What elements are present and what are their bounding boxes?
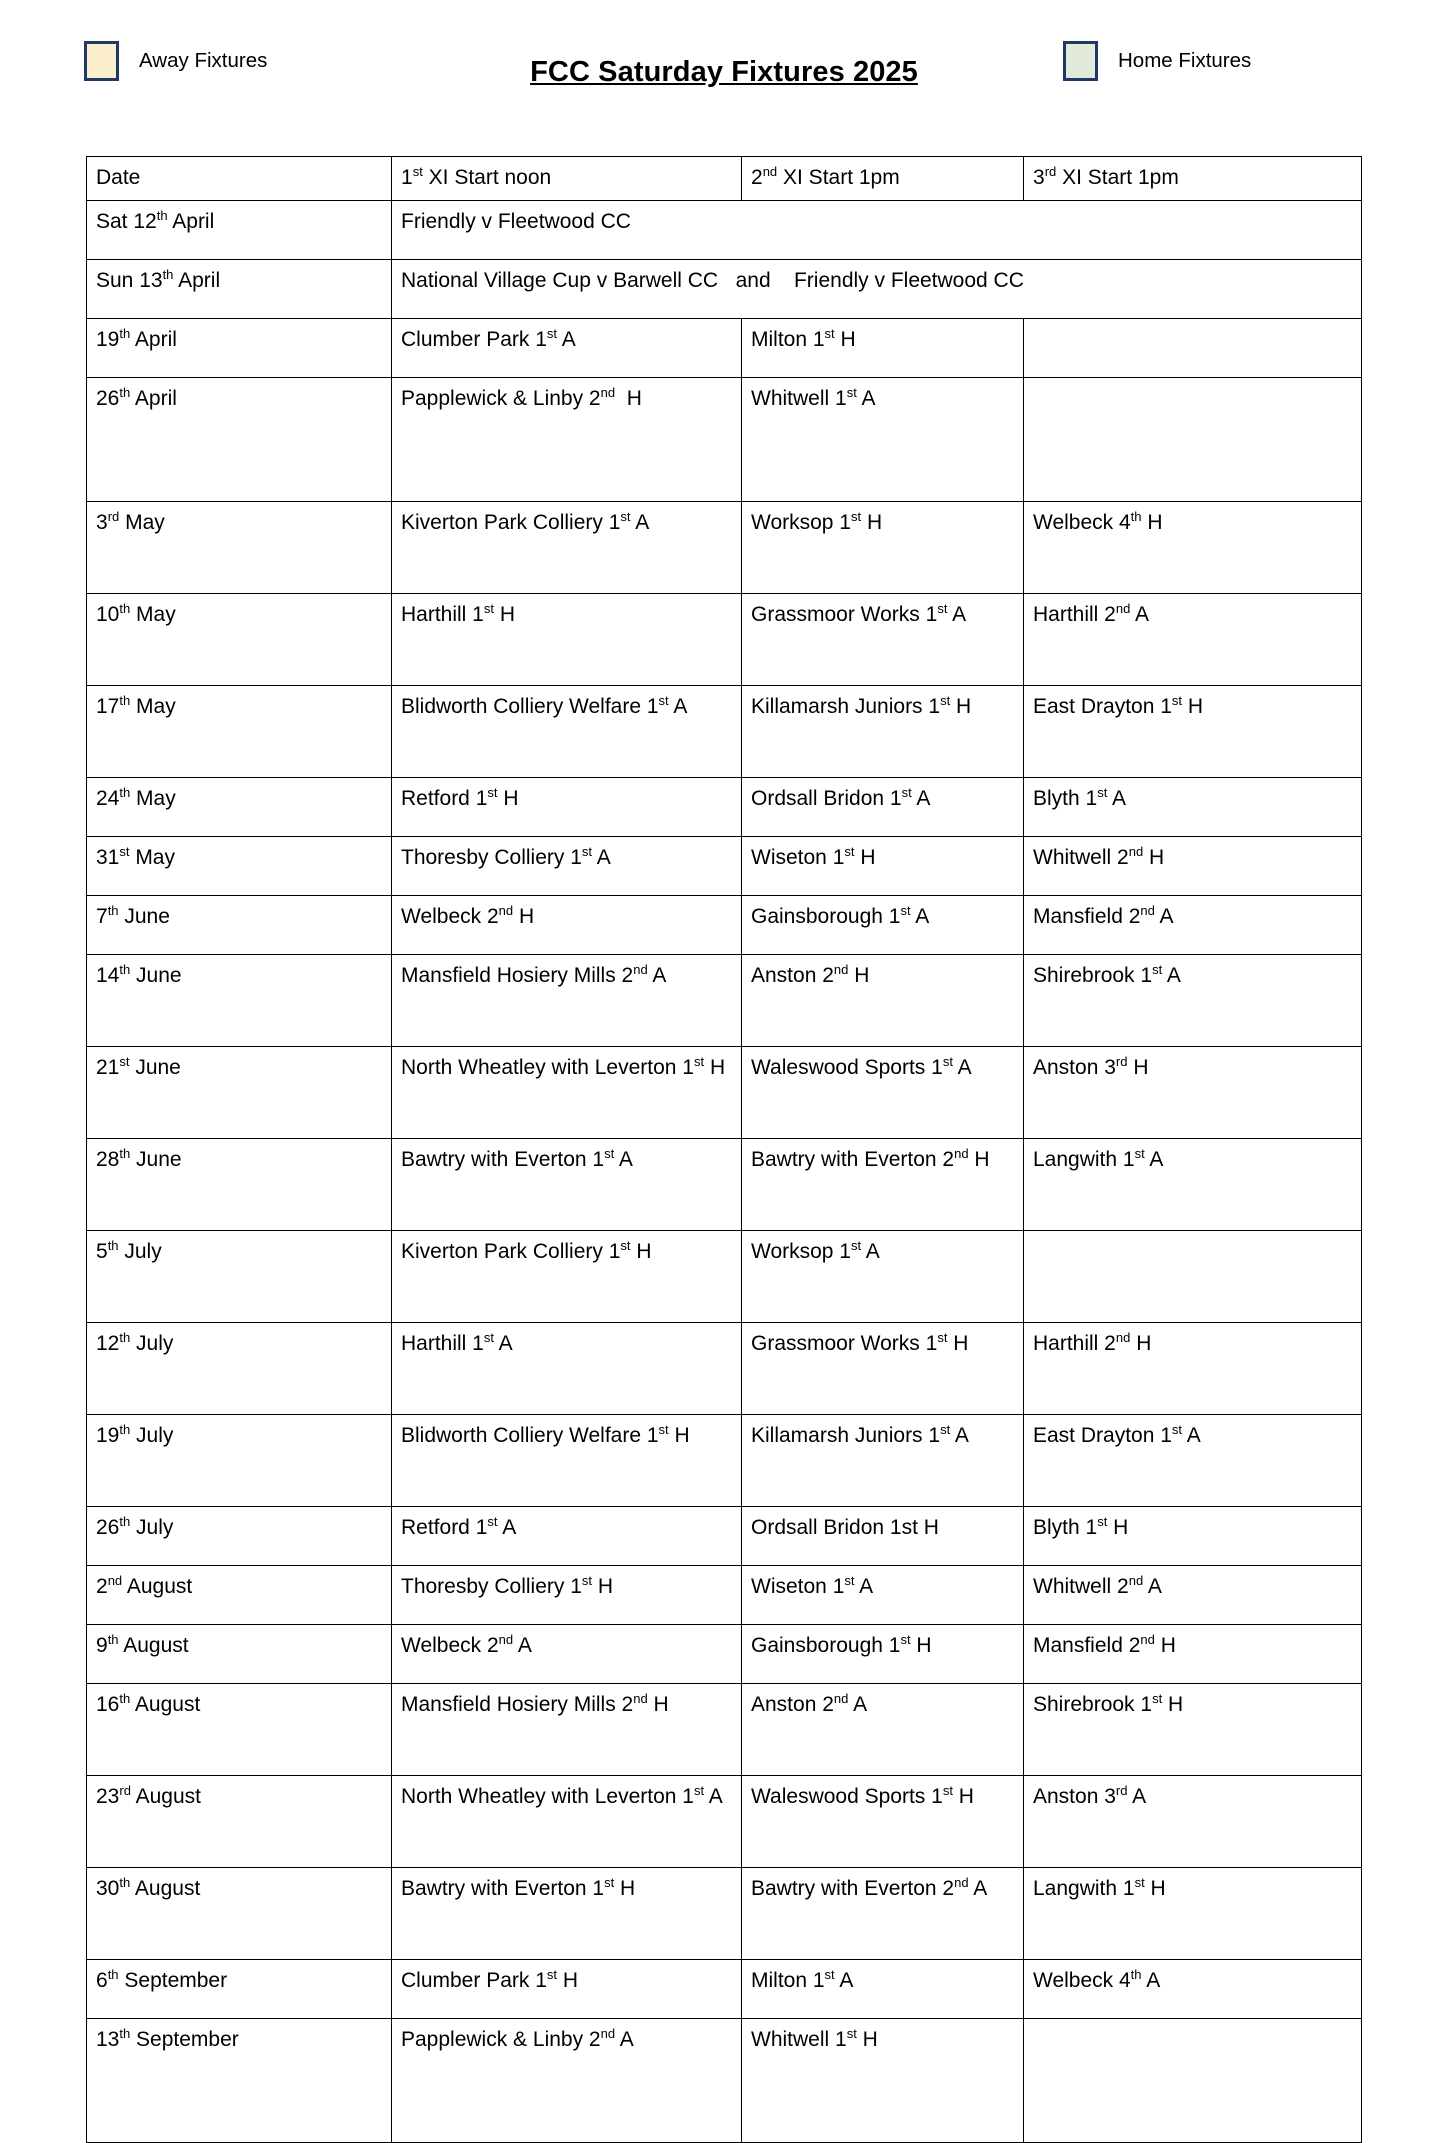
table-row [87,1959,1362,2018]
fixture-date: 28th June [87,1138,392,1230]
fixture-cell-first-xi: Blidworth Colliery Welfare 1st A [392,685,742,777]
home-fixtures-label: Home Fixtures [1118,48,1252,72]
fixture-date: 12th July [87,1322,392,1414]
fixture-cell-third-xi: Anston 3rd H [1024,1046,1362,1138]
fixture-cell-second-xi: Gainsborough 1st A [742,895,1024,954]
fixture-cell-first-xi: Harthill 1st H [392,593,742,685]
fixture-cell-first-xi: Mansfield Hosiery Mills 2nd A [392,954,742,1046]
fixture-cell-first-xi: Thoresby Colliery 1st A [392,836,742,895]
fixture-date: Sat 12th April [87,200,392,259]
fixture-cell-second-xi: Bawtry with Everton 2nd A [742,1867,1024,1959]
fixture-date: 26th July [87,1506,392,1565]
fixture-cell-third-xi: Harthill 2nd A [1024,593,1362,685]
fixture-cell-second-xi: Worksop 1st A [742,1230,1024,1322]
fixture-date: 19th April [87,318,392,377]
fixture-cell-second-xi: Grassmoor Works 1st A [742,593,1024,685]
table-row [87,259,1362,318]
fixture-cell-third-xi: East Drayton 1st A [1024,1414,1362,1506]
table-row [87,2018,1362,2142]
fixture-date: 14th June [87,954,392,1046]
legend-home [1063,41,1251,81]
fixture-cell-first-xi: Kiverton Park Colliery 1st A [392,501,742,593]
fixture-cell-second-xi: Ordsall Bridon 1st H [742,1506,1024,1565]
fixture-cell-first-xi: Kiverton Park Colliery 1st H [392,1230,742,1322]
fixture-cell-third-xi: Whitwell 2nd H [1024,836,1362,895]
fixture-date: 10th May [87,593,392,685]
table-row [87,377,1362,501]
fixture-cell-third-xi: Blyth 1st A [1024,777,1362,836]
fixture-cell-first-xi: Retford 1st A [392,1506,742,1565]
fixture-cell-third-xi: Whitwell 2nd A [1024,1565,1362,1624]
fixture-cell-first-xi: North Wheatley with Leverton 1st A [392,1775,742,1867]
fixture-date: 23rd August [87,1775,392,1867]
fixture-cell-second-xi: Killamarsh Juniors 1st H [742,685,1024,777]
page-title: FCC Saturday Fixtures 2025 [530,56,918,88]
fixture-cell-first-xi: Welbeck 2nd H [392,895,742,954]
table-row [87,1683,1362,1775]
table-row [87,895,1362,954]
table-row [87,1046,1362,1138]
fixture-cell-second-xi: Anston 2nd H [742,954,1024,1046]
fixture-date: 30th August [87,1867,392,1959]
fixture-date: 19th July [87,1414,392,1506]
fixture-cell-first-xi: Welbeck 2nd A [392,1624,742,1683]
fixture-cell-second-xi: Ordsall Bridon 1st A [742,777,1024,836]
away-fixtures-label: Away Fixtures [139,48,268,72]
fixture-date: 24th May [87,777,392,836]
fixture-cell-third-xi: Harthill 2nd H [1024,1322,1362,1414]
fixture-date: 16th August [87,1683,392,1775]
fixture-cell-first-xi: Papplewick & Linby 2nd H [392,377,742,501]
table-row [87,593,1362,685]
table-row [87,1506,1362,1565]
column-header-first: 1st XI Start noon [392,157,742,201]
fixture-date: 5th July [87,1230,392,1322]
table-row [87,836,1362,895]
fixture-cell-third-xi: Shirebrook 1st A [1024,954,1362,1046]
fixtures-table [86,156,1362,2143]
table-row [87,501,1362,593]
table-header-row [87,157,1362,201]
fixture-cell-third-xi: Mansfield 2nd H [1024,1624,1362,1683]
table-row [87,1138,1362,1230]
table-row [87,200,1362,259]
fixture-cell-second-xi: Milton 1st H [742,318,1024,377]
fixture-cell-second-xi: Anston 2nd A [742,1683,1024,1775]
table-row [87,1322,1362,1414]
table-row [87,1230,1362,1322]
fixture-cell-third-xi: Blyth 1st H [1024,1506,1362,1565]
fixture-cell-second-xi: Whitwell 1st H [742,2018,1024,2142]
table-row [87,1624,1362,1683]
fixture-cell-third-xi [1024,377,1362,501]
fixture-cell-first-xi: Bawtry with Everton 1st A [392,1138,742,1230]
fixture-cell-first-xi: Bawtry with Everton 1st H [392,1867,742,1959]
fixture-cell-first-xi: Harthill 1st A [392,1322,742,1414]
fixture-cell-third-xi: East Drayton 1st H [1024,685,1362,777]
fixture-cell-third-xi [1024,1230,1362,1322]
fixture-cell-second-xi: Waleswood Sports 1st H [742,1775,1024,1867]
column-header-second: 2nd XI Start 1pm [742,157,1024,201]
fixture-cell-first-xi: Retford 1st H [392,777,742,836]
fixture-date: 31st May [87,836,392,895]
fixture-cell-first-xi: Clumber Park 1st H [392,1959,742,2018]
table-row [87,1775,1362,1867]
fixture-cell-first-xi: Papplewick & Linby 2nd A [392,2018,742,2142]
fixture-cell-second-xi: Worksop 1st H [742,501,1024,593]
fixture-cell-second-xi: Gainsborough 1st H [742,1624,1024,1683]
fixture-cell-third-xi: Welbeck 4th A [1024,1959,1362,2018]
fixture-cell-second-xi: Whitwell 1st A [742,377,1024,501]
fixture-date: 26th April [87,377,392,501]
table-row [87,954,1362,1046]
home-fixtures-swatch [1063,41,1098,81]
fixture-cell-second-xi: Wiseton 1st H [742,836,1024,895]
fixture-cell-second-xi: Milton 1st A [742,1959,1024,2018]
fixture-date: 17th May [87,685,392,777]
table-row [87,1414,1362,1506]
fixture-cell-all-teams: Friendly v Fleetwood CC [392,200,1362,259]
fixture-date: 9th August [87,1624,392,1683]
fixture-date: 2nd August [87,1565,392,1624]
fixture-cell-second-xi: Killamarsh Juniors 1st A [742,1414,1024,1506]
fixture-date: Sun 13th April [87,259,392,318]
fixture-cell-second-xi: Waleswood Sports 1st A [742,1046,1024,1138]
table-row [87,685,1362,777]
fixture-date: 13th September [87,2018,392,2142]
fixture-cell-third-xi: Welbeck 4th H [1024,501,1362,593]
column-header-third: 3rd XI Start 1pm [1024,157,1362,201]
fixture-cell-second-xi: Wiseton 1st A [742,1565,1024,1624]
fixture-date: 21st June [87,1046,392,1138]
fixture-cell-third-xi: Langwith 1st H [1024,1867,1362,1959]
fixture-date: 7th June [87,895,392,954]
fixtures-table-wrapper [86,156,1361,2143]
fixture-cell-third-xi: Shirebrook 1st H [1024,1683,1362,1775]
fixture-cell-second-xi: Grassmoor Works 1st H [742,1322,1024,1414]
table-row [87,318,1362,377]
fixture-cell-second-xi: Bawtry with Everton 2nd H [742,1138,1024,1230]
fixture-cell-first-xi: Thoresby Colliery 1st H [392,1565,742,1624]
fixture-cell-first-xi: Mansfield Hosiery Mills 2nd H [392,1683,742,1775]
fixture-cell-third-xi: Anston 3rd A [1024,1775,1362,1867]
page-header [0,0,1448,125]
fixture-date: 6th September [87,1959,392,2018]
fixture-cell-third-xi [1024,2018,1362,2142]
fixture-cell-first-xi: North Wheatley with Leverton 1st H [392,1046,742,1138]
fixture-cell-all-teams: National Village Cup v Barwell CC and Friendly v Fleetwood CC [392,259,1362,318]
fixture-cell-third-xi: Langwith 1st A [1024,1138,1362,1230]
table-row [87,777,1362,836]
fixture-cell-first-xi: Blidworth Colliery Welfare 1st H [392,1414,742,1506]
table-row [87,1565,1362,1624]
fixture-cell-first-xi: Clumber Park 1st A [392,318,742,377]
fixture-date: 3rd May [87,501,392,593]
column-header-date: Date [87,157,392,201]
fixture-cell-third-xi [1024,318,1362,377]
table-row [87,1867,1362,1959]
fixture-cell-third-xi: Mansfield 2nd A [1024,895,1362,954]
